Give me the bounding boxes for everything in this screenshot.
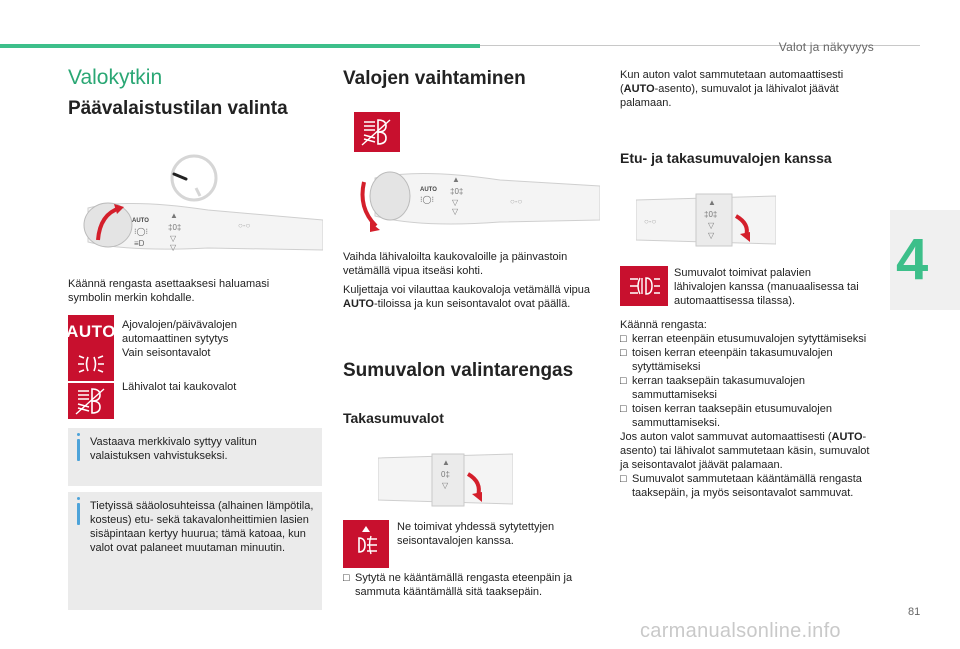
fog-ring-instructions: Käännä rengasta: □ kerran eteenpäin etusumuvalojen sytyttämiseksi □ toisen kerran eteenpäin takasumuvalojen sytyttämiseksi □ kerran taaksepäin takasumuvalojen sammuttamiseksi □ toisen kerran taaksepäin etusumuvalojen sammuttamiseksi. Jos auton valot sammuvat automaattisesti (AUTO-asento) tai lähivalot sammutetaan käsin, sumuvalot ja seisontavalot jäävät palamaan. □ Sumuvalot sammutetaan kääntämällä rengasta taaksepäin, ja myös seisontavalot sammuvat. — [620, 318, 880, 500]
svg-text:‡0‡: ‡0‡ — [704, 210, 718, 219]
svg-text:▽: ▽ — [170, 234, 177, 243]
stalk-auto-label: AUTO — [420, 187, 437, 193]
fog-step-3: □ kerran taaksepäin takasumuvalojen sammuttamiseksi — [620, 375, 806, 401]
beam-description: Lähivalot tai kaukovalot — [122, 381, 237, 393]
svg-text:‡0‡: ‡0‡ — [168, 223, 182, 232]
svg-text:▲: ▲ — [442, 458, 450, 467]
info-icon — [77, 439, 80, 461]
chapter-title: Valot ja näkyvyys — [778, 40, 874, 54]
svg-text:○-○: ○-○ — [238, 221, 251, 230]
intro-text: Käännä rengasta asettaaksesi haluamasi symbolin merkin kohdalle. — [68, 278, 270, 304]
front-rear-fog-ring-illustration — [636, 190, 776, 250]
beam-switch-icon — [354, 112, 400, 152]
beam-text-2: Kuljettaja voi vilauttaa kaukovaloja vetämällä vipua AUTO-tiloissa ja kun seisontavalot ovat päällä. — [343, 284, 591, 310]
svg-text:▲: ▲ — [708, 198, 716, 207]
svg-text:▽: ▽ — [708, 221, 715, 230]
rear-fog-icon — [343, 520, 389, 568]
auto-description: Ajovalojen/päivävalojen automaattinen sytytys — [122, 319, 237, 345]
info-note-condensation — [68, 492, 322, 610]
heading-rear-fog: Takasumuvalot — [343, 410, 444, 426]
svg-text:▲: ▲ — [170, 211, 178, 220]
svg-text:⁝◯⁝: ⁝◯⁝ — [420, 195, 435, 204]
rear-fog-description: Ne toimivat yhdessä sytytettyjen seisontavalojen kanssa. — [397, 521, 555, 547]
auto-badge — [68, 315, 114, 349]
fog-auto-off-text: Jos auton valot sammuvat automaattisesti (AUTO-asento) tai lähivalot sammutetaan käsin, sumuvalot ja seisontavalot jäävät palamaan. — [620, 431, 870, 471]
heading-beam-switching: Valojen vaihtaminen — [343, 68, 526, 89]
page-number: 81 — [908, 606, 921, 618]
rear-fog-ring-illustration — [378, 448, 513, 510]
note-condensation-text: Tietyissä sääolosuhteissa (alhainen lämpötila, kosteus) etu- sekä takavalonheittimien lasien sisäpintaan kertyy huurua; tämä katoaa, kun valot ovat palaneet muutaman minuutin. — [90, 500, 314, 554]
heading-fog-ring: Sumuvalon valintarengas — [343, 360, 574, 381]
fog-step-4: □ toisen kerran taaksepäin etusumuvalojen sammuttamiseksi. — [620, 403, 832, 429]
fog-auto-intro: Kun auton valot sammutetaan automaattisesti (AUTO-asento), sumuvalot ja lähivalot jäävät palamaan. — [620, 69, 844, 109]
svg-text:‡0‡: ‡0‡ — [450, 187, 464, 196]
fog-step-1: □ kerran eteenpäin etusumuvalojen sytyttämiseksi — [620, 333, 867, 345]
svg-text:▽: ▽ — [442, 481, 449, 490]
auto-badge-label: AUTO — [66, 322, 116, 341]
svg-text:▽: ▽ — [452, 207, 459, 216]
note-indicator-text: Vastaava merkkivalo syttyy valitun valaistuksen vahvistukseksi. — [90, 436, 257, 462]
beam-text-1: Vaihda lähivaloilta kaukovaloille ja päinvastoin vetämällä vipua itseäsi kohti. — [343, 251, 568, 277]
light-stalk-illustration — [68, 150, 323, 265]
svg-text:▲: ▲ — [452, 175, 460, 184]
svg-text:○-○: ○-○ — [510, 197, 523, 206]
svg-text:▽: ▽ — [170, 243, 177, 252]
fog-step-2: □ toisen kerran eteenpäin takasumuvalojen sytyttämiseksi — [620, 347, 833, 373]
low-high-beam-icon — [68, 383, 114, 419]
fog-final-bullet: □ Sumuvalot sammutetaan kääntämällä rengasta taaksepäin, ja myös seisontavalot sammuvat. — [620, 473, 862, 499]
front-rear-fog-description: Sumuvalot toimivat palavien lähivalojen kanssa (manuaalisessa tai automaattisessa tilassa). — [674, 267, 859, 307]
rear-fog-bullet: □ Sytytä ne kääntämällä rengasta eteenpäin ja sammuta kääntämällä sitä taaksepäin. — [343, 572, 573, 598]
svg-text:▽: ▽ — [452, 198, 459, 207]
watermark: carmanualsonline.info — [640, 620, 841, 642]
svg-text:≡D: ≡D — [134, 239, 145, 248]
info-icon — [77, 503, 80, 525]
parking-light-icon — [68, 347, 114, 381]
section-title: Valokytkin — [68, 66, 163, 89]
svg-text:0‡: 0‡ — [441, 470, 450, 479]
beam-stalk-illustration — [350, 160, 600, 238]
stalk-auto-label: AUTO — [132, 218, 149, 224]
svg-text:○-○: ○-○ — [644, 217, 657, 226]
svg-text:⁝◯⁝: ⁝◯⁝ — [134, 227, 149, 236]
info-note-indicator — [68, 428, 322, 486]
parking-description: Vain seisontavalot — [122, 347, 211, 359]
heading-front-rear-fog: Etu- ja takasumuvalojen kanssa — [620, 150, 832, 166]
chapter-number: 4 — [896, 227, 929, 292]
svg-text:▽: ▽ — [708, 231, 715, 240]
header-accent-bar — [0, 44, 480, 48]
heading-main-lighting: Päävalaistustilan valinta — [68, 98, 288, 119]
front-rear-fog-icon — [620, 266, 668, 306]
